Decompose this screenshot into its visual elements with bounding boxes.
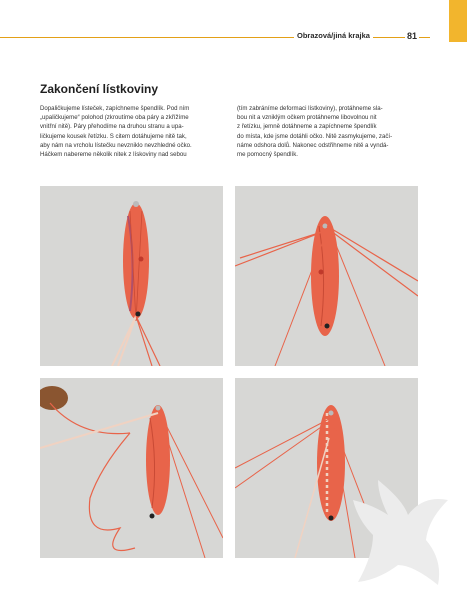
photo-1	[40, 186, 223, 366]
watermark-logo	[348, 470, 458, 590]
photo-3	[40, 378, 223, 558]
photo-2	[235, 186, 418, 366]
body-text-right-column: (tím zabráníme deformaci lístkoviny), protáhneme sla- bou nit a vzniklým očkem protáhneme libovolnou nit z řetízku, jemně dotáhneme a zapíchneme špendlík do místa, kde jsme dotáhli očko. Nitě zasmykujeme, začí- náme odshora dolů. Nakonec odstřihneme nitě a vyndá- me pomocný špendlík.	[237, 105, 393, 159]
body-text-left-column: Dopaličkujeme lísteček, zapíchneme špendlík. Pod ním „upaličkujeme“ polohod (zkroutíme oba páry a zkřížíme vnitřní nitě). Páry přehodíme na druhou stranu a upa- ličkujeme kousek řetízku. S citem dotáhujeme nitě tak, aby nám na vrcholu lístečku nevzniklo nevzhledné očko. Háčkem nabereme několik nitek z lískoviny nad sebou	[40, 105, 192, 159]
page-number: 81	[407, 31, 418, 41]
corner-color-tab	[449, 0, 467, 42]
section-heading: Zakončení lístkoviny	[40, 82, 159, 96]
running-header: Obrazová/jiná krajka	[294, 31, 373, 40]
